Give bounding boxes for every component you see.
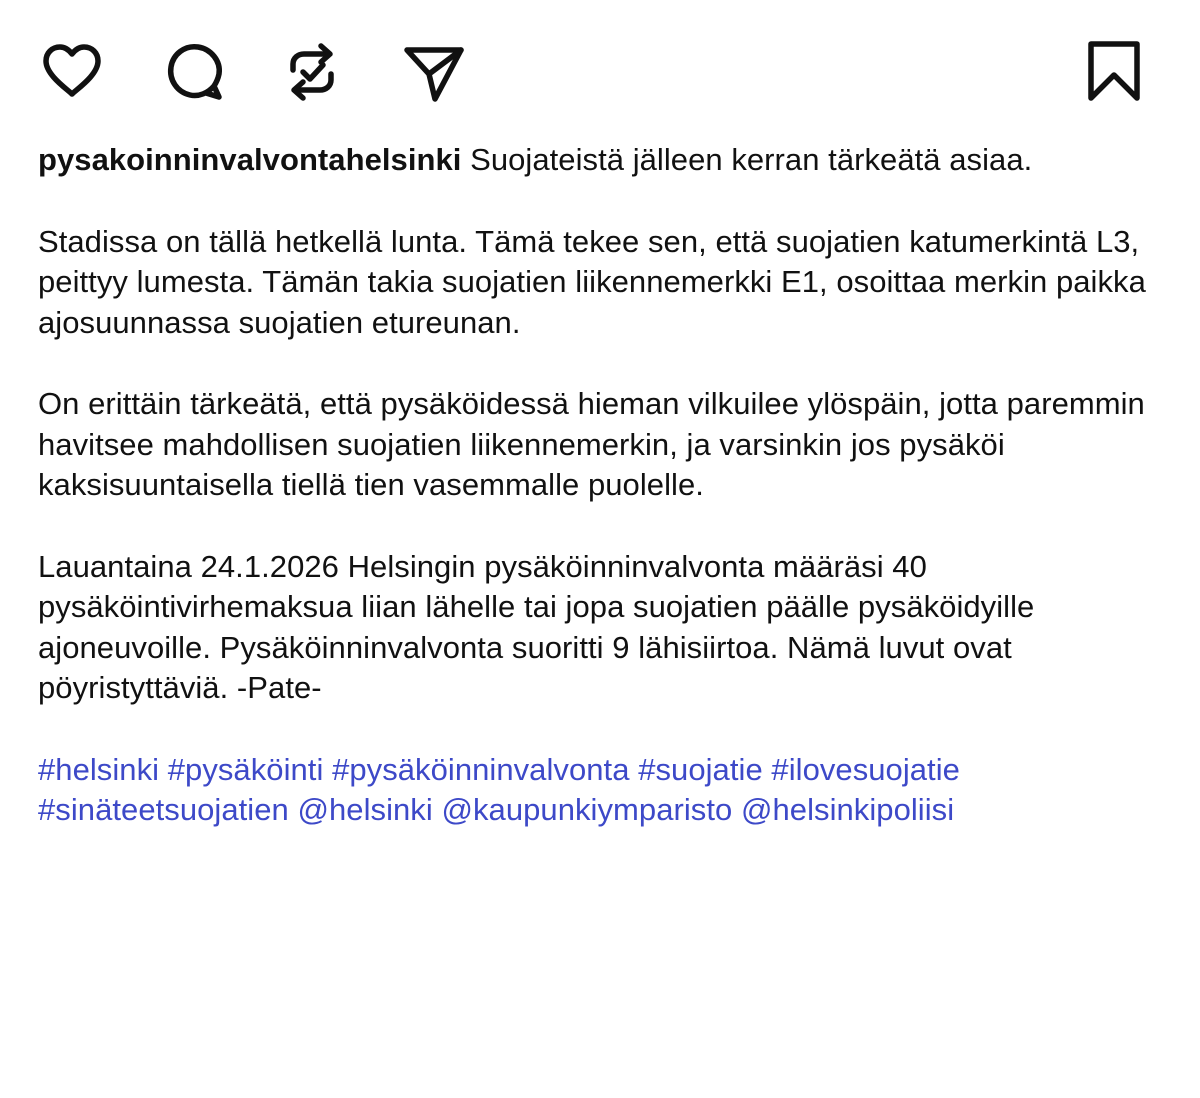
hashtag-helsinki[interactable]: #helsinki <box>38 751 160 787</box>
heart-icon <box>36 36 108 108</box>
repost-button[interactable] <box>276 36 348 108</box>
caption-paragraph-3: Lauantaina 24.1.2026 Helsingin pysäköinninvalvonta määräsi 40 pysäköintivirhemaksua liian lähelle tai jopa suojatien päälle pysäköidyille ajoneuvoille. Pysäköinninvalvonta suoritti 9 lähisiirtoa. Nämä luvut ovat pöyristyttäviä. -Pate- <box>38 548 1035 705</box>
bookmark-icon <box>1078 36 1150 108</box>
hashtag-sinateetsuojatien[interactable]: #sinäteetsuojatien <box>38 792 289 827</box>
hashtag-pysakoinninvalvonta[interactable]: #pysäköinninvalvonta <box>332 751 630 787</box>
hashtag-pysakointi[interactable]: #pysäköinti <box>167 751 324 787</box>
caption-intro-text: Suojateistä jälleen kerran tärkeätä asiaa. <box>470 142 1033 177</box>
hashtag-suojatie[interactable]: #suojatie <box>638 751 763 787</box>
hashtag-list <box>38 750 1158 831</box>
speech-bubble-icon <box>160 36 232 108</box>
save-button[interactable] <box>1078 36 1150 108</box>
caption-intro <box>38 140 1158 181</box>
share-button[interactable] <box>398 36 470 108</box>
post-caption <box>38 140 1158 872</box>
mention-helsinkipoliisi[interactable]: @helsinkipoliisi <box>740 792 955 827</box>
mention-helsinki[interactable]: @helsinki <box>297 792 433 827</box>
like-button[interactable] <box>36 36 108 108</box>
caption-paragraph-2: On erittäin tärkeätä, että pysäköidessä hieman vilkuilee ylöspäin, jotta paremmin havitsee mahdollisen suojatien liikennemerkin, ja varsinkin jos pysäköi kaksisuuntaisella tiellä tien vasemmalle puolelle. <box>38 386 1145 502</box>
mention-kaupunkiymparisto[interactable]: @kaupunkiymparisto <box>441 792 733 827</box>
post-username[interactable]: pysakoinninvalvontahelsinki <box>38 142 462 177</box>
paper-plane-icon <box>398 36 470 108</box>
post-action-bar <box>40 36 1150 106</box>
repost-icon <box>276 36 348 108</box>
caption-paragraph-1: Stadissa on tällä hetkellä lunta. Tämä tekee sen, että suojatien katumerkintä L3, peittyy lumesta. Tämän takia suojatien liikennemerkki E1, osoittaa merkin paikka ajosuunnassa suojatien etureunan. <box>38 223 1146 340</box>
comment-button[interactable] <box>160 36 232 108</box>
hashtag-ilovesuojatie[interactable]: #ilovesuojatie <box>771 751 960 787</box>
